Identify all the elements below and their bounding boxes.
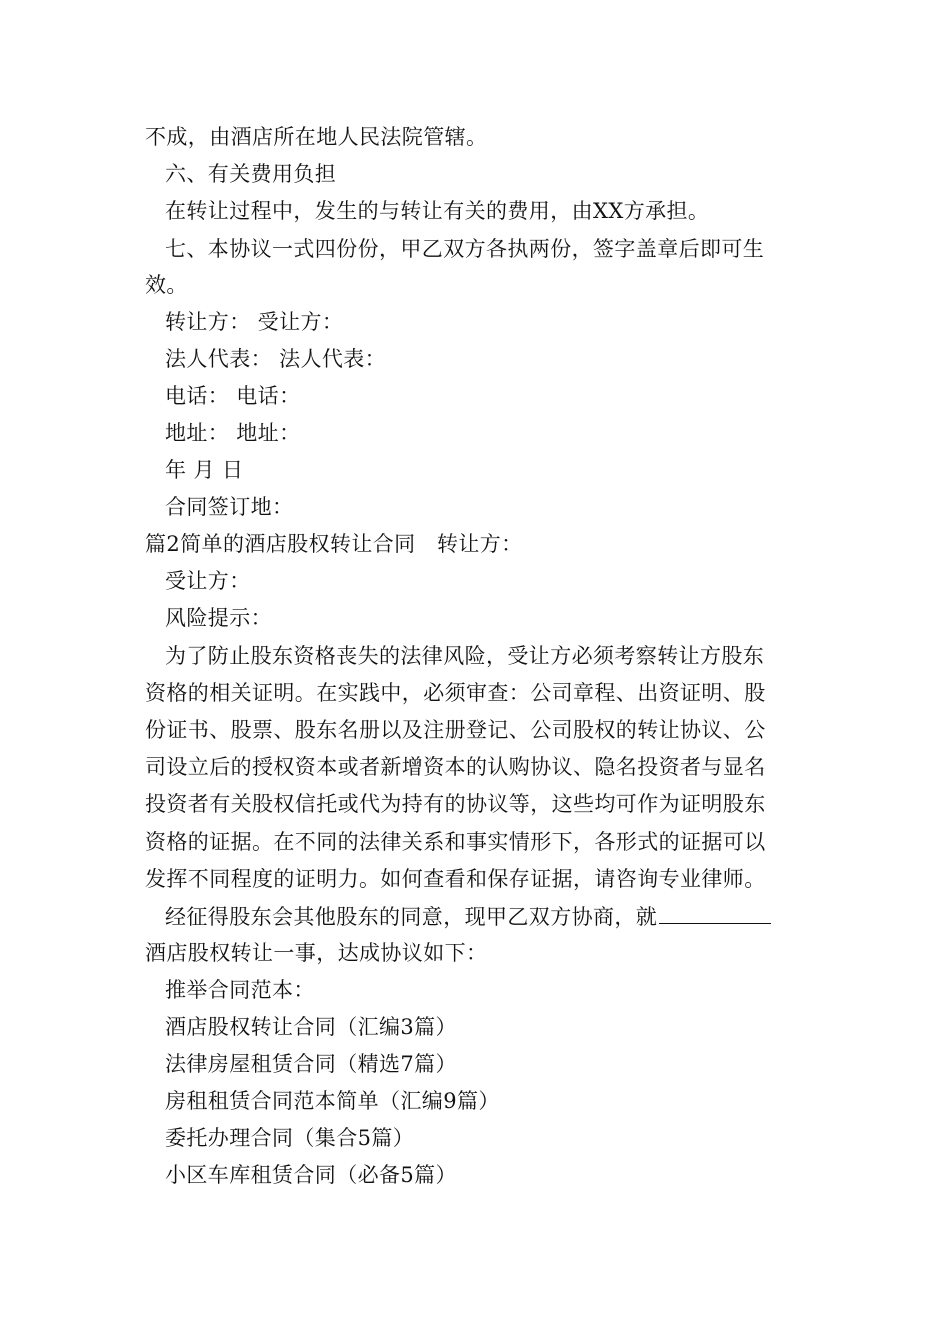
signature-date: 年 月 日 xyxy=(165,458,244,482)
recommend-heading: 推举合同范本： xyxy=(165,978,315,1002)
recommend-link-4[interactable]: 委托办理合同（集合5篇） xyxy=(165,1126,415,1150)
recommend-link-1[interactable]: 酒店股权转让合同（汇编3篇） xyxy=(165,1015,457,1039)
risk-paragraph-line-5: 投资者有关股权信托或代为持有的协议等，这些均可作为证明股东 xyxy=(145,792,766,816)
text-line-copies-cont: 效。 xyxy=(145,273,188,297)
risk-paragraph-line-7: 发挥不同程度的证明力。如何查看和保存证据，请咨询专业律师。 xyxy=(145,867,766,891)
agreement-intro-line xyxy=(165,903,810,930)
risk-heading: 风险提示： xyxy=(165,606,272,630)
section-heading-fees: 六、有关费用负担 xyxy=(165,162,337,186)
recommend-link-3[interactable]: 房租租赁合同范本简单（汇编9篇） xyxy=(165,1089,500,1113)
text-line-transferee: 受让方： xyxy=(165,569,251,593)
agreement-intro-cont: 酒店股权转让一事，达成协议如下： xyxy=(145,941,488,965)
text-line-copies: 七、本协议一式四份份，甲乙双方各执两份，签字盖章后即可生 xyxy=(165,237,765,261)
signature-phone: 电话： 电话： xyxy=(165,384,301,408)
risk-paragraph-line-6: 资格的证据。在不同的法律关系和事实情形下，各形式的证据可以 xyxy=(145,830,766,854)
recommend-link-2[interactable]: 法律房屋租赁合同（精选7篇） xyxy=(165,1052,457,1076)
risk-paragraph-line-1: 为了防止股东资格丧失的法律风险，受让方必须考察转让方股东 xyxy=(165,644,765,668)
risk-paragraph-line-4: 司设立后的授权资本或者新增资本的认购协议、隐名投资者与显名 xyxy=(145,755,766,779)
signature-address: 地址： 地址： xyxy=(165,421,301,445)
blank-fill-line xyxy=(659,903,771,924)
risk-paragraph-line-3: 份证书、股票、股东名册以及注册登记、公司股权的转让协议、公 xyxy=(145,718,766,742)
signature-legal-rep: 法人代表： 法人代表： xyxy=(165,347,387,371)
agreement-intro-text: 经征得股东会其他股东的同意，现甲乙双方协商，就 xyxy=(165,905,658,929)
text-line-fees: 在转让过程中，发生的与转让有关的费用，由XX方承担。 xyxy=(165,199,710,223)
article-title-2: 篇2简单的酒店股权转让合同 转让方： xyxy=(145,532,523,556)
recommend-link-5[interactable]: 小区车库租赁合同（必备5篇） xyxy=(165,1163,457,1187)
signature-transferor-transferee: 转让方： 受让方： xyxy=(165,310,344,334)
risk-paragraph-line-2: 资格的相关证明。在实践中，必须审查：公司章程、出资证明、股 xyxy=(145,681,766,705)
signature-place: 合同签订地： xyxy=(165,495,294,519)
text-line-jurisdiction: 不成，由酒店所在地人民法院管辖。 xyxy=(145,125,488,149)
